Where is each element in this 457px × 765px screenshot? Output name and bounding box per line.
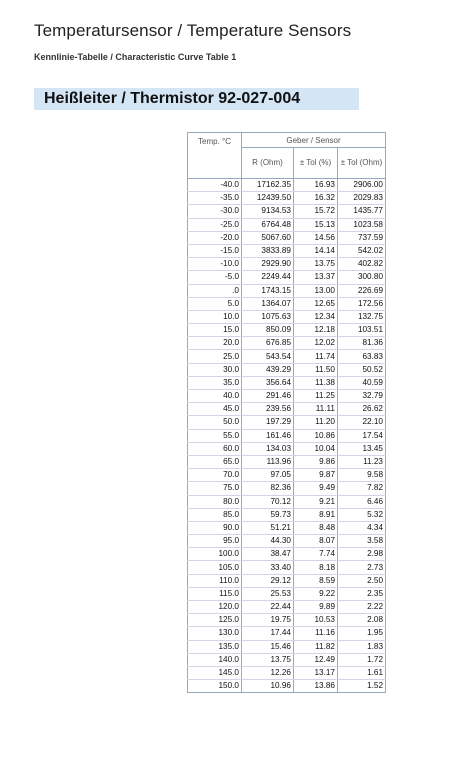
cell-tolerance-percent: 8.48 [294, 521, 338, 534]
cell-temperature: 120.0 [188, 601, 242, 614]
table-row [188, 192, 386, 205]
cell-tolerance-ohm: 17.54 [338, 429, 386, 442]
cell-tolerance-ohm: 1023.58 [338, 218, 386, 231]
cell-tolerance-percent: 15.13 [294, 218, 338, 231]
table-row [188, 653, 386, 666]
cell-tolerance-ohm: 6.46 [338, 495, 386, 508]
cell-resistance: 12439.50 [242, 192, 294, 205]
product-banner-text: Heißleiter / Thermistor 92-027-004 [44, 90, 301, 107]
cell-tolerance-percent: 9.86 [294, 455, 338, 468]
cell-resistance: 44.30 [242, 535, 294, 548]
cell-resistance: 6764.48 [242, 218, 294, 231]
cell-tolerance-ohm: 40.59 [338, 376, 386, 389]
cell-tolerance-ohm: 4.34 [338, 521, 386, 534]
cell-tolerance-percent: 12.02 [294, 337, 338, 350]
table-row [188, 284, 386, 297]
cell-tolerance-ohm: 1435.77 [338, 205, 386, 218]
table-row [188, 455, 386, 468]
cell-tolerance-ohm: 1.72 [338, 653, 386, 666]
cell-resistance: 15.46 [242, 640, 294, 653]
table-row [188, 521, 386, 534]
cell-tolerance-ohm: 32.79 [338, 390, 386, 403]
cell-tolerance-percent: 8.91 [294, 508, 338, 521]
cell-resistance: 161.46 [242, 429, 294, 442]
cell-resistance: 51.21 [242, 521, 294, 534]
cell-temperature: -15.0 [188, 244, 242, 257]
cell-temperature: 55.0 [188, 429, 242, 442]
cell-temperature: 45.0 [188, 403, 242, 416]
cell-resistance: 3833.89 [242, 244, 294, 257]
page-title: Temperatursensor / Temperature Sensors [34, 21, 352, 40]
cell-resistance: 1743.15 [242, 284, 294, 297]
cell-tolerance-percent: 12.65 [294, 297, 338, 310]
cell-resistance: 33.40 [242, 561, 294, 574]
cell-resistance: 38.47 [242, 548, 294, 561]
cell-tolerance-ohm: 63.83 [338, 350, 386, 363]
cell-temperature: 115.0 [188, 587, 242, 600]
table-row [188, 350, 386, 363]
cell-resistance: 19.75 [242, 614, 294, 627]
cell-resistance: 59.73 [242, 508, 294, 521]
table-row [188, 403, 386, 416]
table-row [188, 601, 386, 614]
cell-temperature: -10.0 [188, 258, 242, 271]
cell-temperature: 110.0 [188, 574, 242, 587]
cell-tolerance-percent: 12.34 [294, 310, 338, 323]
table-row [188, 442, 386, 455]
cell-tolerance-ohm: 1.61 [338, 666, 386, 679]
cell-tolerance-percent: 16.32 [294, 192, 338, 205]
column-header-tolerance-ohm: ± Tol (Ohm) [338, 148, 386, 179]
cell-resistance: 12.26 [242, 666, 294, 679]
table-row [188, 337, 386, 350]
cell-resistance: 197.29 [242, 416, 294, 429]
cell-resistance: 2929.90 [242, 258, 294, 271]
cell-tolerance-percent: 11.25 [294, 390, 338, 403]
cell-tolerance-ohm: 1.83 [338, 640, 386, 653]
cell-tolerance-percent: 11.38 [294, 376, 338, 389]
cell-tolerance-ohm: 172.56 [338, 297, 386, 310]
cell-resistance: 22.44 [242, 601, 294, 614]
cell-tolerance-ohm: 2.08 [338, 614, 386, 627]
cell-tolerance-percent: 13.75 [294, 258, 338, 271]
cell-tolerance-percent: 9.49 [294, 482, 338, 495]
cell-temperature: 10.0 [188, 310, 242, 323]
cell-temperature: 75.0 [188, 482, 242, 495]
cell-tolerance-ohm: 2906.00 [338, 179, 386, 192]
cell-tolerance-percent: 11.20 [294, 416, 338, 429]
cell-tolerance-percent: 13.17 [294, 666, 338, 679]
cell-tolerance-ohm: 50.52 [338, 363, 386, 376]
cell-resistance: 356.64 [242, 376, 294, 389]
cell-tolerance-percent: 14.56 [294, 231, 338, 244]
cell-temperature: 70.0 [188, 469, 242, 482]
cell-temperature: 65.0 [188, 455, 242, 468]
table-row [188, 310, 386, 323]
cell-temperature: 130.0 [188, 627, 242, 640]
cell-resistance: 543.54 [242, 350, 294, 363]
cell-tolerance-ohm: 3.58 [338, 535, 386, 548]
cell-resistance: 2249.44 [242, 271, 294, 284]
table-row [188, 680, 386, 693]
cell-tolerance-percent: 14.14 [294, 244, 338, 257]
cell-tolerance-ohm: 226.69 [338, 284, 386, 297]
cell-tolerance-percent: 11.74 [294, 350, 338, 363]
cell-resistance: 439.29 [242, 363, 294, 376]
cell-resistance: 9134.53 [242, 205, 294, 218]
cell-resistance: 70.12 [242, 495, 294, 508]
table-row [188, 587, 386, 600]
cell-temperature: 40.0 [188, 390, 242, 403]
table-row [188, 561, 386, 574]
cell-tolerance-ohm: 2029.83 [338, 192, 386, 205]
cell-tolerance-ohm: 1.95 [338, 627, 386, 640]
table-row [188, 258, 386, 271]
cell-tolerance-ohm: 9.58 [338, 469, 386, 482]
cell-resistance: 97.05 [242, 469, 294, 482]
cell-tolerance-percent: 11.82 [294, 640, 338, 653]
cell-tolerance-ohm: 1.52 [338, 680, 386, 693]
cell-resistance: 850.09 [242, 324, 294, 337]
cell-resistance: 676.85 [242, 337, 294, 350]
table-row [188, 324, 386, 337]
cell-tolerance-percent: 8.07 [294, 535, 338, 548]
cell-temperature: 15.0 [188, 324, 242, 337]
cell-temperature: -40.0 [188, 179, 242, 192]
cell-tolerance-ohm: 2.98 [338, 548, 386, 561]
table-row [188, 429, 386, 442]
table-row [188, 469, 386, 482]
cell-temperature: 80.0 [188, 495, 242, 508]
table-row [188, 205, 386, 218]
cell-tolerance-ohm: 2.50 [338, 574, 386, 587]
cell-tolerance-ohm: 5.32 [338, 508, 386, 521]
table-row [188, 495, 386, 508]
cell-resistance: 291.46 [242, 390, 294, 403]
cell-tolerance-percent: 8.18 [294, 561, 338, 574]
column-group-header-sensor: Geber / Sensor [242, 133, 386, 148]
cell-resistance: 29.12 [242, 574, 294, 587]
cell-tolerance-ohm: 13.45 [338, 442, 386, 455]
cell-temperature: 95.0 [188, 535, 242, 548]
cell-temperature: 90.0 [188, 521, 242, 534]
column-header-temp: Temp. °C [188, 133, 242, 179]
cell-temperature: 5.0 [188, 297, 242, 310]
table-row [188, 640, 386, 653]
cell-temperature: 105.0 [188, 561, 242, 574]
cell-tolerance-percent: 13.86 [294, 680, 338, 693]
cell-temperature: 20.0 [188, 337, 242, 350]
cell-temperature: .0 [188, 284, 242, 297]
cell-tolerance-ohm: 402.82 [338, 258, 386, 271]
cell-temperature: 50.0 [188, 416, 242, 429]
cell-resistance: 239.56 [242, 403, 294, 416]
table-row [188, 179, 386, 192]
cell-tolerance-percent: 12.49 [294, 653, 338, 666]
cell-resistance: 13.75 [242, 653, 294, 666]
cell-resistance: 10.96 [242, 680, 294, 693]
table-row [188, 363, 386, 376]
cell-temperature: -5.0 [188, 271, 242, 284]
column-header-tolerance-percent: ± Tol (%) [294, 148, 338, 179]
table-row [188, 376, 386, 389]
cell-tolerance-ohm: 2.35 [338, 587, 386, 600]
cell-tolerance-percent: 11.11 [294, 403, 338, 416]
cell-tolerance-percent: 10.86 [294, 429, 338, 442]
cell-temperature: -30.0 [188, 205, 242, 218]
cell-tolerance-percent: 10.53 [294, 614, 338, 627]
cell-tolerance-ohm: 132.75 [338, 310, 386, 323]
cell-tolerance-percent: 9.89 [294, 601, 338, 614]
cell-resistance: 82.36 [242, 482, 294, 495]
cell-tolerance-ohm: 300.80 [338, 271, 386, 284]
cell-resistance: 17162.35 [242, 179, 294, 192]
cell-tolerance-percent: 13.37 [294, 271, 338, 284]
table-row [188, 574, 386, 587]
cell-resistance: 1364.07 [242, 297, 294, 310]
cell-tolerance-ohm: 103.51 [338, 324, 386, 337]
cell-temperature: 85.0 [188, 508, 242, 521]
table-row [188, 666, 386, 679]
cell-temperature: 100.0 [188, 548, 242, 561]
cell-resistance: 1075.63 [242, 310, 294, 323]
cell-tolerance-percent: 8.59 [294, 574, 338, 587]
cell-temperature: 135.0 [188, 640, 242, 653]
cell-tolerance-percent: 9.87 [294, 469, 338, 482]
cell-tolerance-ohm: 542.02 [338, 244, 386, 257]
cell-tolerance-ohm: 22.10 [338, 416, 386, 429]
cell-tolerance-ohm: 737.59 [338, 231, 386, 244]
table-row [188, 244, 386, 257]
table-row [188, 548, 386, 561]
cell-resistance: 17.44 [242, 627, 294, 640]
cell-temperature: 25.0 [188, 350, 242, 363]
cell-temperature: -35.0 [188, 192, 242, 205]
table-row [188, 390, 386, 403]
table-row [188, 627, 386, 640]
cell-temperature: 125.0 [188, 614, 242, 627]
table-row [188, 231, 386, 244]
cell-resistance: 113.96 [242, 455, 294, 468]
table-row [188, 508, 386, 521]
table-row [188, 218, 386, 231]
product-banner [34, 88, 359, 110]
table-subtitle: Kennlinie-Tabelle / Characteristic Curve Table 1 [34, 52, 237, 62]
cell-tolerance-ohm: 2.22 [338, 601, 386, 614]
cell-tolerance-percent: 9.21 [294, 495, 338, 508]
table-row [188, 271, 386, 284]
cell-temperature: 140.0 [188, 653, 242, 666]
cell-tolerance-percent: 9.22 [294, 587, 338, 600]
cell-resistance: 5067.60 [242, 231, 294, 244]
cell-temperature: 30.0 [188, 363, 242, 376]
table-row [188, 482, 386, 495]
cell-tolerance-percent: 11.50 [294, 363, 338, 376]
cell-temperature: 145.0 [188, 666, 242, 679]
cell-tolerance-ohm: 2.73 [338, 561, 386, 574]
characteristic-curve-table [187, 132, 386, 693]
cell-temperature: 35.0 [188, 376, 242, 389]
cell-tolerance-percent: 10.04 [294, 442, 338, 455]
cell-tolerance-percent: 15.72 [294, 205, 338, 218]
table-row [188, 614, 386, 627]
cell-resistance: 25.53 [242, 587, 294, 600]
cell-tolerance-percent: 16.93 [294, 179, 338, 192]
cell-tolerance-ohm: 11.23 [338, 455, 386, 468]
cell-tolerance-ohm: 81.36 [338, 337, 386, 350]
cell-tolerance-percent: 7.74 [294, 548, 338, 561]
table-row [188, 416, 386, 429]
cell-resistance: 134.03 [242, 442, 294, 455]
cell-temperature: 150.0 [188, 680, 242, 693]
cell-tolerance-ohm: 26.62 [338, 403, 386, 416]
table-row [188, 535, 386, 548]
cell-temperature: -20.0 [188, 231, 242, 244]
cell-tolerance-percent: 12.18 [294, 324, 338, 337]
table-row [188, 297, 386, 310]
cell-tolerance-ohm: 7.82 [338, 482, 386, 495]
cell-tolerance-percent: 11.16 [294, 627, 338, 640]
cell-tolerance-percent: 13.00 [294, 284, 338, 297]
cell-temperature: 60.0 [188, 442, 242, 455]
cell-temperature: -25.0 [188, 218, 242, 231]
column-header-resistance: R (Ohm) [242, 148, 294, 179]
